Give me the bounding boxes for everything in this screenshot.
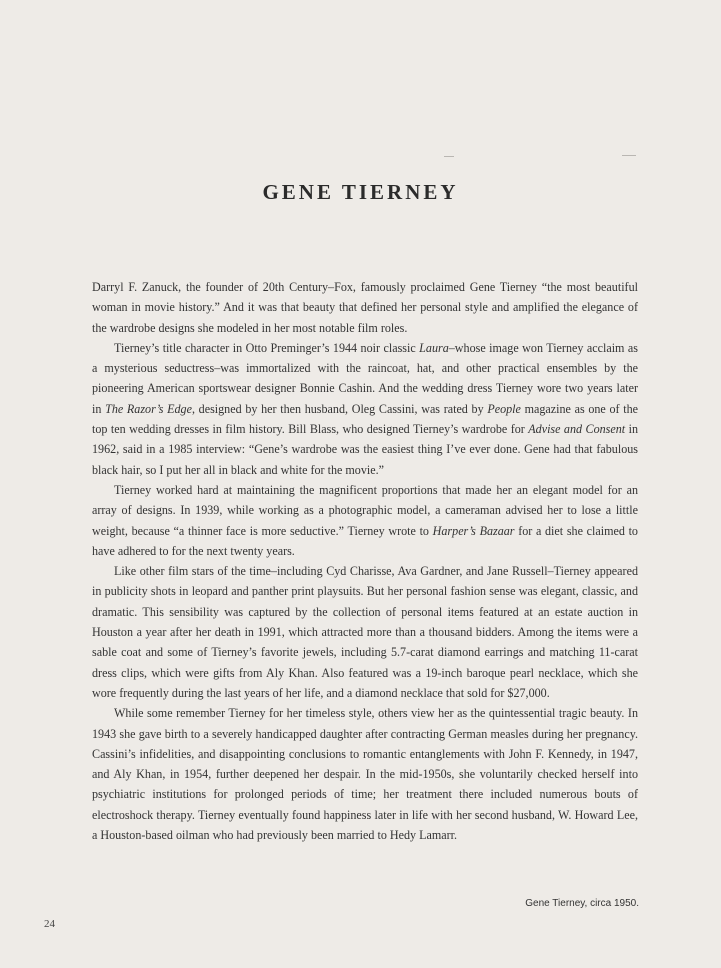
print-mark-left bbox=[444, 156, 454, 157]
print-mark-right bbox=[622, 155, 636, 156]
film-title: Laura bbox=[419, 340, 449, 355]
text-segment: While some remember Tierney for her timeless style, others view her as the quintessential tragic beauty. In 1943 she gave birth to a severely handicapped daughter after contracting German measles during her pregnancy. Cassini’s infidelities, and disappointing conclusions to romantic entanglements with John F. Kennedy, in 1947, and Aly Khan, in 1954, further deepened her despair. In the mid-1950s, she voluntarily checked herself into psychiatric institutions for prolonged periods of time; her treatment there included numerous bouts of electroshock therapy. Tierney eventually found happiness later in life with her second husband, W. Howard Lee, a Houston-based oilman who had previously been married to Hedy Lamarr. bbox=[92, 706, 638, 843]
text-segment: Tierney’s title character in Otto Preminger’s 1944 noir classic bbox=[114, 340, 420, 355]
body-text bbox=[92, 277, 638, 845]
text-segment: , designed by her then husband, Oleg Cassini, was rated by bbox=[191, 401, 488, 416]
film-title: Advise and Consent bbox=[528, 422, 626, 437]
text-segment: in 1962, said in a 1985 interview: “Gene’s wardrobe was the easiest thing I’ve ever done. Gene had that fabulous black hair, so I put her all in black and white for the movie.” bbox=[92, 422, 638, 477]
paragraph bbox=[92, 338, 638, 480]
paragraph bbox=[92, 480, 638, 561]
chapter-title: GENE TIERNEY bbox=[262, 180, 459, 204]
text-segment: –whose image won Tierney acclaim as a mysterious seductress–was immortalized with the raincoat, hat, and other practical ensembles by the pioneering American sportswear designer Bonnie Cashin. And the wedding dress Tierney wore two years later in bbox=[92, 340, 638, 416]
magazine-title: People bbox=[487, 401, 521, 416]
text-segment: Darryl F. Zanuck, the founder of 20th Century–Fox, famously proclaimed Gene Tierney “the most beautiful woman in movie history.” And it was that beauty that defined her personal style and amplified the elegance of the wardrobe designs she modeled in her most notable film roles. bbox=[92, 280, 638, 335]
photo-caption: Gene Tierney, circa 1950. bbox=[525, 898, 639, 909]
paragraph bbox=[92, 561, 638, 703]
text-segment: Tierney worked hard at maintaining the magnificent proportions that made her an elegant model for an array of designs. In 1939, while working as a photographic model, a cameraman advised her to lose a little weight, because “a thinner face is more seductive.” Tierney wrote to bbox=[92, 482, 638, 538]
paragraph bbox=[92, 277, 638, 338]
paragraph bbox=[92, 703, 638, 845]
text-segment: Like other film stars of the time–including Cyd Charisse, Ava Gardner, and Jane Russell–Tierney appeared in publicity shots in leopard and panther print playsuits. But her personal fashion sense was elegant, classic, and dramatic. This sensibility was captured by the collection of personal items featured at an estate auction in Houston a year after her death in 1991, which attracted more than a thousand bidders. Among the items were a sable coat and some of Tierney’s favorite jewels, including 5.7-carat diamond earrings and matching 11-carat dress clips, which were gifts from Aly Khan. Also featured was a 19-inch baroque pearl necklace, which she wore frequently during the last years of her life, and a diamond necklace that sold for $27,000. bbox=[92, 564, 638, 700]
film-title: The Razor’s Edge bbox=[105, 401, 192, 416]
text-segment: for a diet she claimed to have adhered to for the next twenty years. bbox=[92, 523, 638, 558]
text-segment: magazine as one of the top ten wedding dresses in film history. Bill Blass, who designed Tierney’s wardrobe for bbox=[92, 401, 638, 437]
page-number: 24 bbox=[44, 918, 55, 930]
magazine-title: Harper’s Bazaar bbox=[432, 523, 515, 538]
